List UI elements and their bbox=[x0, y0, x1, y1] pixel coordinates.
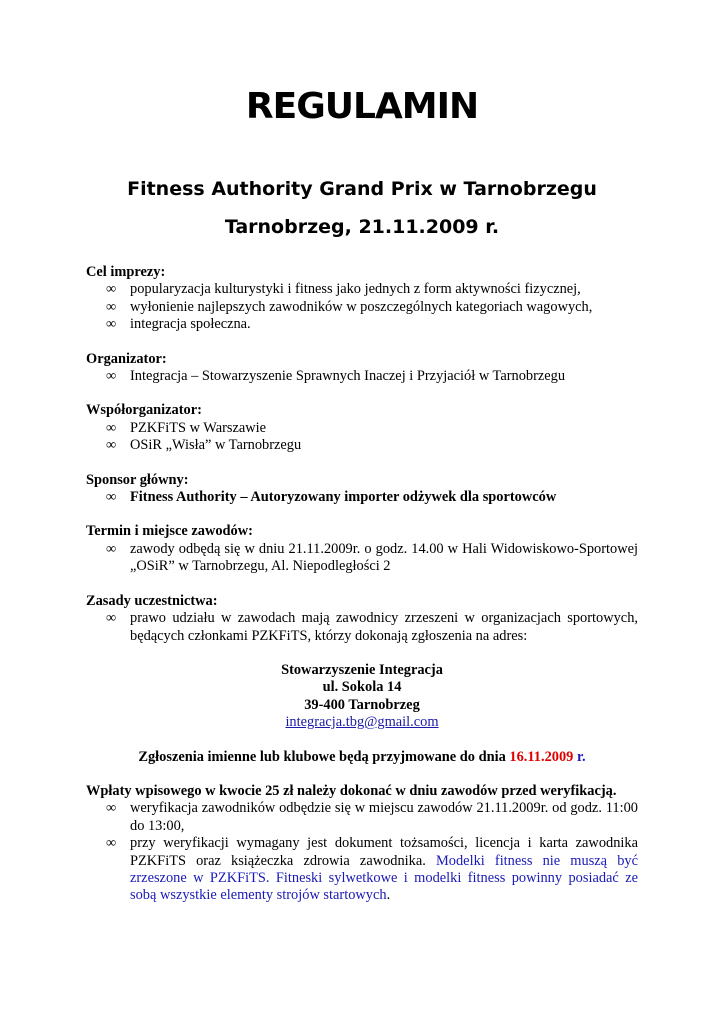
list-item-text: przy weryfikacji wymagany jest dokument tożsamości, licencja i karta zawodnika PZKFiTS oraz książeczka zdrowia zawodnika. bbox=[130, 835, 638, 869]
address-block bbox=[86, 662, 638, 732]
list-item-text: Integracja – Stowarzyszenie Sprawnych Inaczej i Przyjaciół w Tarnobrzegu bbox=[130, 368, 566, 385]
section-heading: Cel imprezy: bbox=[86, 264, 166, 280]
list-item bbox=[86, 610, 638, 645]
address-line: Stowarzyszenie Integracja bbox=[281, 661, 443, 678]
address-line: 39-400 Tarnobrzeg bbox=[304, 696, 420, 713]
bullet-list bbox=[86, 610, 638, 645]
list-item-text: weryfikacja zawodników odbędzie się w miejscu zawodów 21.11.2009r. od godz. 11:00 do 13:00, bbox=[130, 800, 638, 834]
deadline-date: 16.11.2009 bbox=[509, 748, 574, 765]
list-item-text: prawo udziału w zawodach mają zawodnicy zrzeszeni w organizacjach sportowych, będących członkami PZKFiTS, którzy dokonają zgłoszenia na adres: bbox=[130, 610, 638, 644]
section-cel bbox=[86, 264, 638, 334]
infinity-bullet-icon: ∞ bbox=[106, 419, 117, 436]
list-item bbox=[86, 281, 638, 298]
list-item-text: popularyzacja kulturystyki i fitness jako jednych z form aktywności fizycznej, bbox=[130, 281, 581, 298]
section-zasady bbox=[86, 593, 638, 645]
section-heading: Zasady uczestnictwa: bbox=[86, 592, 218, 609]
section-wspolorganizator bbox=[86, 402, 638, 454]
section-wplaty bbox=[86, 783, 638, 905]
section-heading: Sponsor główny: bbox=[86, 471, 189, 488]
bullet-list bbox=[86, 420, 638, 455]
infinity-bullet-icon: ∞ bbox=[106, 437, 117, 454]
bullet-list bbox=[86, 368, 638, 385]
list-item bbox=[86, 541, 638, 576]
section-termin bbox=[86, 523, 638, 575]
bullet-list bbox=[86, 489, 638, 506]
list-item-end: . bbox=[386, 887, 391, 904]
infinity-bullet-icon: ∞ bbox=[106, 489, 117, 506]
bullet-list bbox=[86, 800, 638, 904]
list-item-text: wyłonienie najlepszych zawodników w poszczególnych kategoriach wagowych, bbox=[130, 298, 593, 315]
list-item-text: OSiR „Wisła” w Tarnobrzegu bbox=[130, 437, 302, 454]
infinity-bullet-icon: ∞ bbox=[106, 540, 117, 557]
deadline-text: Zgłoszenia imienne lub klubowe będą przyjmowane do dnia bbox=[138, 748, 506, 765]
list-item bbox=[86, 316, 638, 333]
event-place-date: Tarnobrzeg, 21.11.2009 r. bbox=[224, 216, 500, 238]
deadline-note bbox=[86, 749, 638, 766]
bullet-list bbox=[86, 541, 638, 576]
infinity-bullet-icon: ∞ bbox=[106, 800, 117, 817]
list-item bbox=[86, 299, 638, 316]
list-item bbox=[86, 420, 638, 437]
section-heading: Współorganizator: bbox=[86, 402, 202, 419]
infinity-bullet-icon: ∞ bbox=[106, 610, 117, 627]
list-item-text: Fitness Authority – Autoryzowany importer odżywek dla sportowców bbox=[130, 489, 557, 506]
email-link[interactable]: integracja.tbg@gmail.com bbox=[285, 714, 439, 731]
infinity-bullet-icon: ∞ bbox=[106, 316, 117, 333]
list-item bbox=[86, 489, 638, 506]
list-item bbox=[86, 437, 638, 454]
infinity-bullet-icon: ∞ bbox=[106, 298, 117, 315]
list-item bbox=[86, 835, 638, 905]
deadline-suffix: r. bbox=[576, 748, 586, 765]
section-organizator bbox=[86, 351, 638, 386]
section-heading: Wpłaty wpisowego w kwocie 25 zł należy dokonać w dniu zawodów przed weryfikacją. bbox=[86, 782, 617, 799]
infinity-bullet-icon: ∞ bbox=[106, 835, 117, 852]
document-body bbox=[86, 264, 638, 922]
list-item bbox=[86, 368, 638, 385]
list-item bbox=[86, 800, 638, 835]
section-heading: Termin i miejsce zawodów: bbox=[86, 523, 253, 540]
list-item-text: zawody odbędą się w dniu 21.11.2009r. o godz. 14.00 w Hali Widowiskowo-Sportowej „OSiR” w Tarnobrzegu, Al. Niepodległości 2 bbox=[130, 540, 638, 575]
bullet-list bbox=[86, 281, 638, 333]
infinity-bullet-icon: ∞ bbox=[106, 368, 117, 385]
address-line: ul. Sokola 14 bbox=[322, 679, 402, 696]
section-heading: Organizator: bbox=[86, 350, 167, 367]
list-item-text: integracja społeczna. bbox=[130, 316, 251, 333]
infinity-bullet-icon: ∞ bbox=[106, 281, 117, 298]
list-item-note: Modelki fitness nie muszą być zrzeszone w PZKFiTS. Fitneski sylwetkowe i modelki fitness powinny posiadać ze sobą wszystkie elementy strojów startowych bbox=[130, 852, 638, 904]
document-title: REGULAMIN bbox=[245, 86, 479, 127]
list-item-text: PZKFiTS w Warszawie bbox=[130, 419, 267, 436]
event-name: Fitness Authority Grand Prix w Tarnobrzegu bbox=[127, 178, 597, 200]
section-sponsor bbox=[86, 472, 638, 507]
